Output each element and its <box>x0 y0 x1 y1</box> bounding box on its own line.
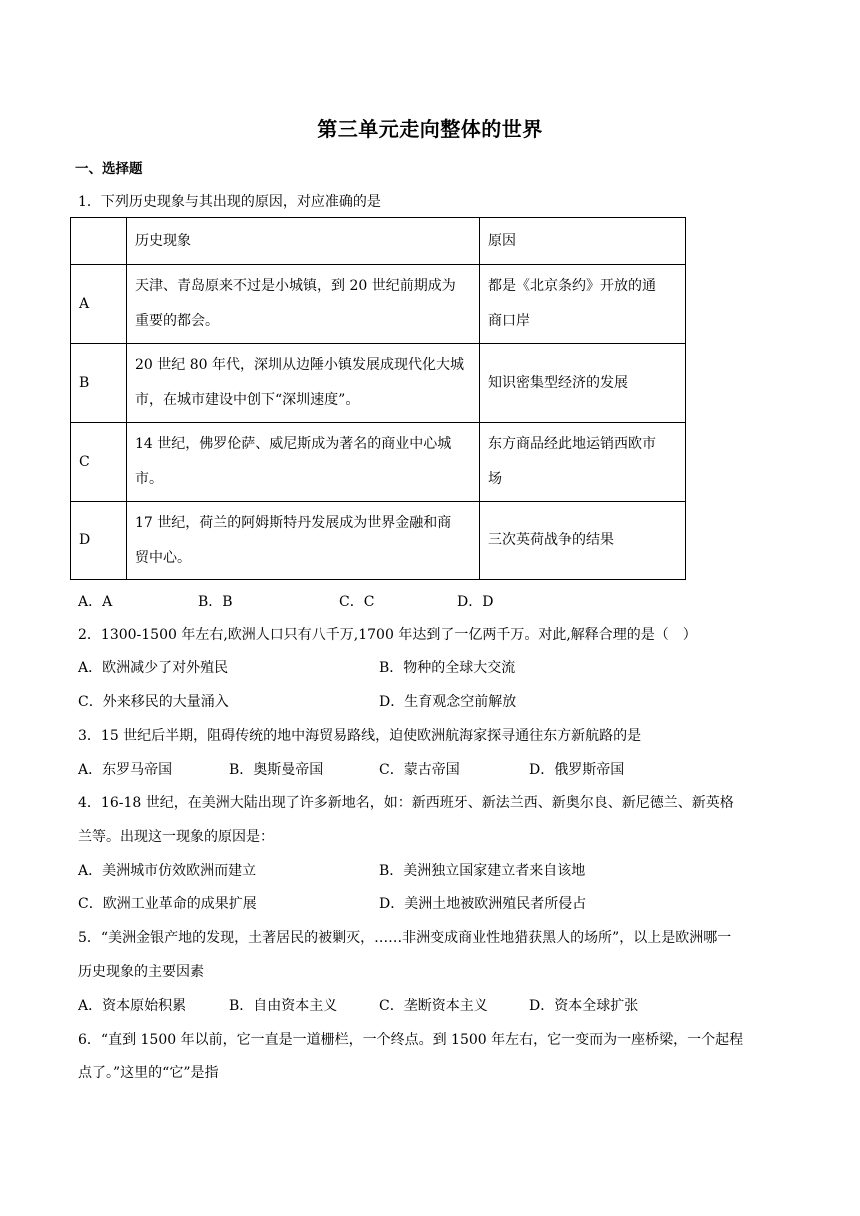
cause-cell <box>480 344 686 423</box>
question-6-stem-line: 点了。”这里的“它”是指 <box>78 1065 219 1081</box>
option-b: B．美洲独立国家建立者来自该地 <box>379 863 586 879</box>
table-row <box>71 502 686 580</box>
cell-line: 17 世纪，荷兰的阿姆斯特丹发展成为世界金融和商 <box>135 514 452 531</box>
phenomenon-cell <box>127 344 480 423</box>
option-d: D．俄罗斯帝国 <box>529 762 625 778</box>
option-c: C．C <box>339 594 375 610</box>
question-3-stem: 3．15 世纪后半期，阻碍传统的地中海贸易路线，迫使欧洲航海家探寻通往东方新航路的是 <box>78 728 642 744</box>
cell-line: 重要的都会。 <box>135 313 219 329</box>
option-d: D．美洲土地被欧洲殖民者所侵占 <box>379 896 587 912</box>
option-b: B．物种的全球大交流 <box>379 660 516 676</box>
cell-line: 贸中心。 <box>135 549 191 566</box>
section-heading: 一、选择题 <box>75 161 143 177</box>
option-a: A．美洲城市仿效欧洲而建立 <box>78 863 257 879</box>
table-row <box>71 423 686 502</box>
cell-line: 都是《北京条约》开放的通 <box>488 278 656 294</box>
option-a: A．欧洲减少了对外殖民 <box>78 660 229 676</box>
cell-line: 天津、青岛原来不过是小城镇，到 20 世纪前期成为 <box>135 278 456 294</box>
option-c: C．垄断资本主义 <box>379 998 488 1014</box>
question-5-stem-line: 历史现象的主要因素 <box>78 964 204 980</box>
row-key: C <box>71 423 127 502</box>
option-d: D．资本全球扩张 <box>529 998 639 1014</box>
cell-line: 商口岸 <box>488 313 530 329</box>
phenomenon-cell <box>127 423 480 502</box>
cause-cell <box>480 502 686 580</box>
option-b: B．B <box>198 594 233 610</box>
cell-line: 场 <box>488 471 502 487</box>
table-row <box>71 265 686 344</box>
cause-cell <box>480 265 686 344</box>
option-a: A．东罗马帝国 <box>78 762 173 778</box>
cell-line: 20 世纪 80 年代，深圳从边陲小镇发展成现代化大城 <box>135 357 464 373</box>
cell-line: 14 世纪，佛罗伦萨、威尼斯成为著名的商业中心城 <box>135 436 452 452</box>
page-title: 第三单元走向整体的世界 <box>317 117 543 141</box>
question-4-stem-line: 兰等。出现这一现象的原因是： <box>78 829 274 845</box>
table-header-cell <box>71 218 127 265</box>
row-key: B <box>71 344 127 423</box>
option-c: C．外来移民的大量涌入 <box>78 694 229 710</box>
phenomenon-cell <box>127 502 480 580</box>
cell-line: 市。 <box>135 471 163 487</box>
question-1-table <box>70 217 686 580</box>
cause-cell <box>480 423 686 502</box>
option-c: C．欧洲工业革命的成果扩展 <box>78 896 257 912</box>
table-header-cell: 原因 <box>480 218 686 265</box>
cell-line: 知识密集型经济的发展 <box>488 374 628 391</box>
option-a: A．资本原始积累 <box>78 998 187 1014</box>
row-key: D <box>71 502 127 580</box>
option-a: A．A <box>78 594 113 610</box>
table-header-row <box>71 218 686 265</box>
option-c: C．蒙古帝国 <box>379 762 460 778</box>
row-key: A <box>71 265 127 344</box>
cell-line: 东方商品经此地运销西欧市 <box>488 436 656 452</box>
option-b: B．自由资本主义 <box>229 998 338 1014</box>
phenomenon-cell <box>127 265 480 344</box>
table-row <box>71 344 686 423</box>
table-header-cell: 历史现象 <box>127 218 480 265</box>
cell-line: 三次英荷战争的结果 <box>488 532 614 548</box>
question-5-stem-line: 5．“美洲金银产地的发现，土著居民的被剿灭，……非洲变成商业性地猎获黑人的场所”，以上是欧洲哪一 <box>78 930 732 946</box>
question-1-stem: 1．下列历史现象与其出现的原因，对应准确的是 <box>78 194 381 210</box>
question-2-stem: 2．1300-1500 年左右,欧洲人口只有八千万,1700 年达到了一亿两千万。对此,解释合理的是（ ） <box>78 627 697 643</box>
option-d: D．生育观念空前解放 <box>379 694 517 710</box>
option-d: D．D <box>457 594 494 610</box>
cell-line: 市，在城市建设中创下“深圳速度”。 <box>135 392 360 408</box>
option-b: B．奥斯曼帝国 <box>229 762 324 778</box>
question-4-stem-line: 4．16-18 世纪，在美洲大陆出现了许多新地名，如：新西班牙、新法兰西、新奥尔良、新尼德兰、新英格 <box>78 795 734 811</box>
question-6-stem-line: 6．“直到 1500 年以前，它一直是一道栅栏，一个终点。到 1500 年左右，它一变而为一座桥梁，一个起程 <box>78 1032 744 1048</box>
